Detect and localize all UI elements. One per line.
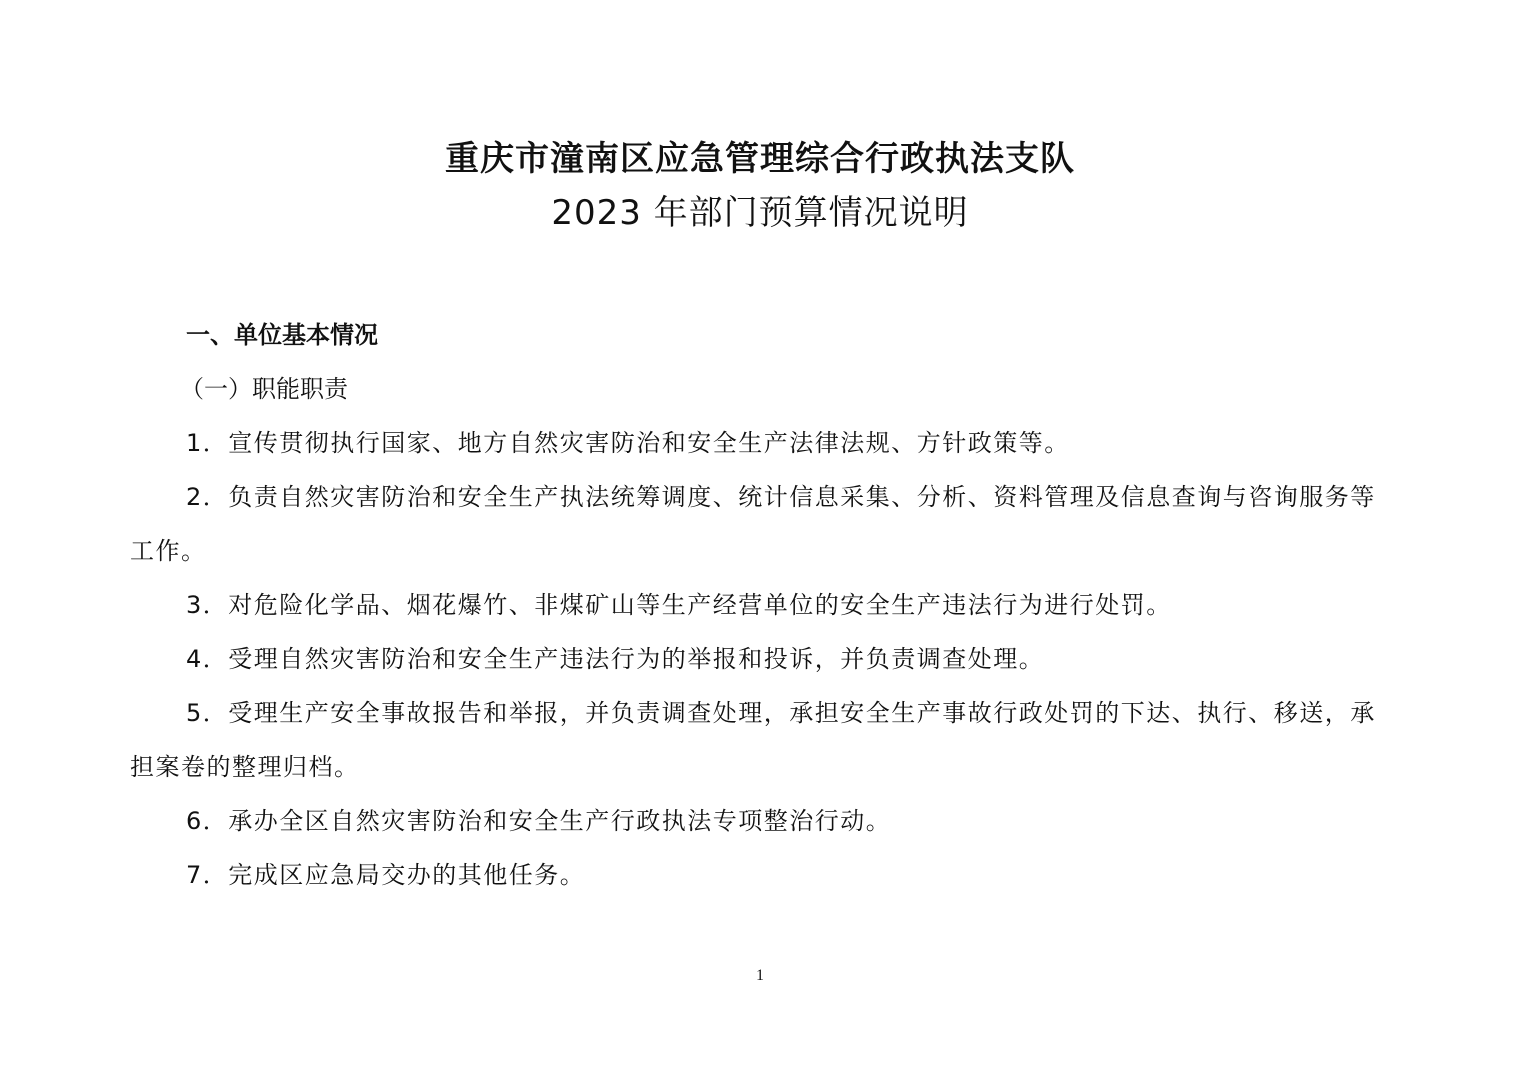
duty-item-4: 4．受理自然灾害防治和安全生产违法行为的举报和投诉，并负责调查处理。 <box>186 645 1045 673</box>
duty-item-7: 7．完成区应急局交办的其他任务。 <box>186 861 586 889</box>
duty-item-1: 1．宣传贯彻执行国家、地方自然灾害防治和安全生产法律法规、方针政策等。 <box>186 429 1070 457</box>
duty-item-2: 2．负责自然灾害防治和安全生产执法统筹调度、统计信息采集、分析、资料管理及信息查询与咨询服务等工作。 <box>130 483 1376 565</box>
section-heading-basic-info: 一、单位基本情况 <box>186 321 378 349</box>
title-line-organization: 重庆市潼南区应急管理综合行政执法支队 <box>445 139 1075 179</box>
page-number: 1 <box>756 967 764 984</box>
duty-item-5: 5．受理生产安全事故报告和举报，并负责调查处理，承担安全生产事故行政处罚的下达、执行、移送，承担案卷的整理归档。 <box>130 699 1376 781</box>
duty-item-3: 3．对危险化学品、烟花爆竹、非煤矿山等生产经营单位的安全生产违法行为进行处罚。 <box>186 591 1172 619</box>
title-line-report: 2023 年部门预算情况说明 <box>551 193 969 233</box>
document-title <box>0 132 1520 240</box>
duty-item-6: 6．承办全区自然灾害防治和安全生产行政执法专项整治行动。 <box>186 807 892 835</box>
document-body <box>130 308 1392 902</box>
subsection-heading-duties: （一）职能职责 <box>180 375 348 403</box>
